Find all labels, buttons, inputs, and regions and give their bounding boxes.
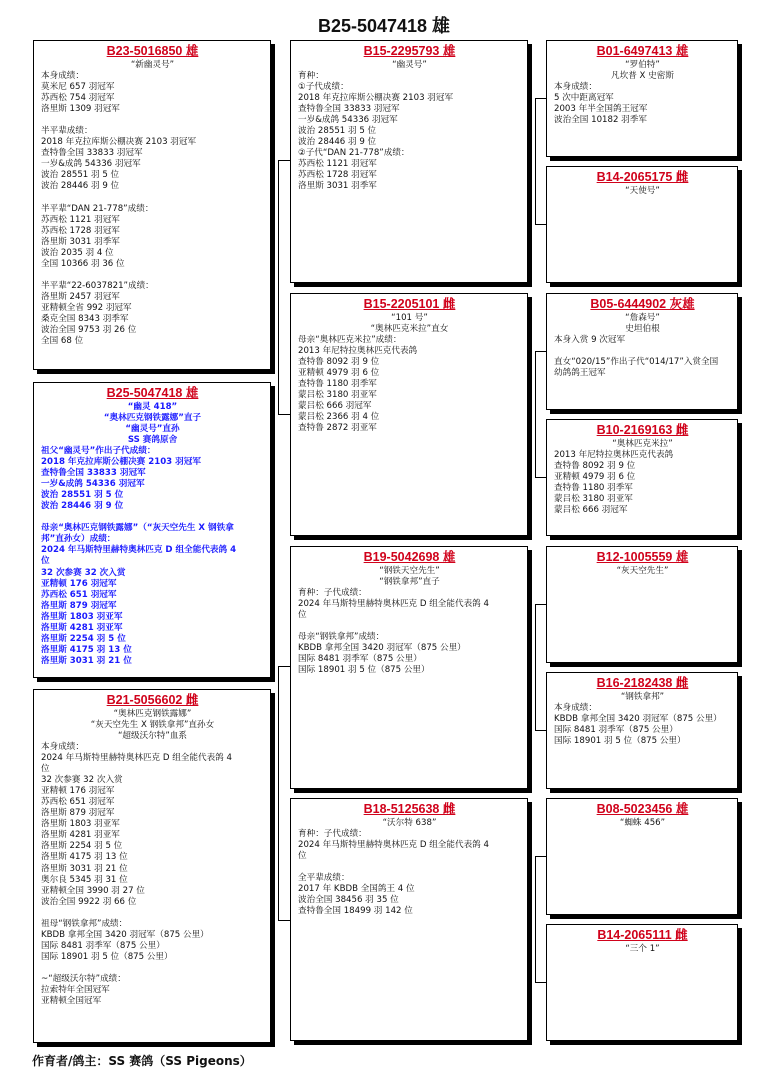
result-line: 国际 18901 羽 5 位（875 公里）	[298, 665, 430, 676]
pigeon-nickname: 史坦伯根	[625, 324, 660, 334]
ring-number: B01-6497413 雄	[596, 44, 689, 58]
result-line	[41, 270, 264, 281]
result-line: 2003 年半全国鸽王冠军	[554, 104, 648, 115]
ring-number: B05-6444902 灰雄	[590, 297, 695, 311]
connector-line	[278, 160, 279, 414]
result-line: 国际 18901 羽 5 位（875 公里）	[554, 736, 686, 747]
result-line: 邦”直孙女）成绩：	[41, 534, 116, 545]
connector-line	[278, 160, 290, 161]
result-line: 洛里斯 1309 羽冠军	[41, 104, 120, 115]
ring-number: B15-2205101 雌	[363, 297, 456, 311]
result-line: 洛里斯 1803 羽亚军	[41, 611, 123, 622]
result-line: 亚精顿 176 羽冠军	[41, 786, 115, 797]
result-line: 洛里斯 3031 羽 21 位	[41, 863, 128, 874]
ring-number: B19-5042698 雄	[363, 550, 456, 564]
result-line: 亚精顿全省 992 羽冠军	[41, 302, 132, 313]
result-line	[298, 862, 521, 873]
pigeon-nickname: “钢铁拿邦”	[620, 692, 665, 702]
result-line: KBDB 拿邦全国 3420 羽冠军（875 公里）	[298, 643, 466, 654]
pigeon-nickname: “奥林匹克钢铁露娜”直子	[103, 413, 202, 423]
connector-line	[535, 351, 536, 477]
result-line: 母亲“钢铁拿邦”成绩：	[298, 632, 385, 643]
result-line: 苏西松 651 羽冠军	[41, 589, 117, 600]
result-line: 母亲“奥林匹克米拉”成绩：	[298, 335, 402, 345]
ring-number: B10-2169163 雌	[596, 423, 689, 437]
result-line: 全国 68 位	[41, 336, 84, 347]
result-line: 半平辈“22-6037821”成绩：	[41, 280, 154, 291]
result-line: 查特鲁全国 18499 羽 142 位	[298, 906, 413, 917]
result-line: 波治全国 9922 羽 66 位	[41, 896, 137, 907]
result-line: ①子代成绩：	[298, 82, 349, 93]
result-line: 波治 28446 羽 9 位	[298, 137, 377, 148]
result-line: 母亲“奥林匹克钢铁露娜”（“灰天空先生 X 钢铁拿	[41, 523, 234, 534]
ggp-card-5	[546, 546, 738, 663]
result-line: 波治 28446 羽 9 位	[41, 181, 120, 192]
breeder-footer: 作育者/鸽主：SS 赛鸽（SS Pigeons）	[32, 1054, 252, 1068]
result-line: 育种：子代成绩：	[298, 829, 367, 839]
result-line: 洛里斯 3031 羽 21 位	[41, 655, 132, 666]
connector-line	[535, 98, 536, 224]
result-line: 32 次参赛 32 次入赏	[41, 567, 126, 578]
connector-line	[535, 351, 546, 352]
result-line: 洛里斯 4281 羽亚军	[41, 622, 123, 633]
ring-number: B12-1005559 雄	[596, 550, 689, 564]
result-line: 洛里斯 1803 羽亚军	[41, 819, 120, 830]
result-line: 2013 年尼特拉奥林匹克代表鸽	[298, 346, 418, 357]
result-line: 位	[41, 764, 50, 775]
result-line: 波治全国 10182 羽季军	[554, 115, 647, 126]
result-line: 洛里斯 879 羽冠军	[41, 600, 117, 611]
pigeon-nickname: “灰天空先生 X 钢铁拿邦”直孙女	[90, 720, 215, 730]
pigeon-nickname: SS 赛鸽原舍	[127, 435, 178, 445]
pigeon-nickname: “奥林匹克米拉”	[612, 439, 673, 449]
result-line: 亚精顿 4979 羽 6 位	[298, 368, 380, 379]
result-line: 查特鲁 1180 羽季军	[298, 379, 377, 390]
connector-line	[535, 604, 536, 730]
result-line: 蒙吕松 3180 羽亚军	[298, 390, 377, 401]
result-line: 苏西松 1121 羽冠军	[298, 159, 377, 170]
pigeon-nickname: “幽灵号”直孙	[125, 424, 180, 434]
connector-line	[535, 477, 546, 478]
result-line: 5 次中距离冠军	[554, 93, 614, 104]
pigeon-nickname: “幽灵号”	[392, 60, 427, 70]
result-line: 本身成绩：	[41, 742, 84, 752]
pigeon-nickname: “天使号”	[625, 186, 660, 196]
ggp-card-1	[546, 40, 738, 157]
subject-card	[33, 382, 271, 678]
connector-line	[535, 730, 546, 731]
result-line: 查特鲁 8092 羽 9 位	[298, 357, 380, 368]
result-line: 波治 28551 羽 5 位	[41, 170, 120, 181]
result-line: 2024 年马斯特里赫特奥林匹克 D 组全能代表鸽 4	[298, 599, 489, 610]
result-line: 祖母“钢铁拿邦”成绩：	[41, 918, 128, 929]
result-line	[41, 512, 264, 523]
pigeon-nickname: “罗伯特”	[625, 60, 660, 70]
result-line	[554, 346, 731, 357]
result-line: 波治 2035 羽 4 位	[41, 247, 114, 258]
result-line: 苏西松 651 羽冠军	[41, 797, 115, 808]
result-line: 育种：子代成绩：	[298, 588, 367, 598]
connector-line	[278, 414, 290, 415]
result-line: 洛里斯 4281 羽亚军	[41, 830, 120, 841]
result-line: 祖父“幽灵号”作出子代成绩：	[41, 446, 156, 456]
result-line: 蒙吕松 666 羽冠军	[298, 401, 372, 412]
result-line: 国际 8481 羽季军（875 公里）	[554, 725, 678, 736]
result-line: 洛里斯 4175 羽 13 位	[41, 852, 128, 863]
sire-sire-card	[290, 40, 528, 283]
result-line: 波治全国 38456 羽 35 位	[298, 895, 399, 906]
connector-line	[535, 856, 536, 982]
result-line	[41, 115, 264, 126]
ring-number: B14-2065175 雌	[596, 170, 689, 184]
result-line: 2013 年尼特拉奥林匹克代表鸽	[554, 450, 674, 460]
result-line: 莫米尼 657 羽冠军	[41, 82, 115, 93]
result-line	[41, 193, 264, 204]
result-line: 国际 8481 羽季军（875 公里）	[298, 654, 422, 665]
result-line: 奥尔良 5345 羽 31 位	[41, 874, 128, 885]
result-line: 国际 8481 羽季军（875 公里）	[41, 940, 165, 951]
result-line: 2024 年马斯特里赫特奥林匹克 D 组全能代表鸽 4	[41, 545, 237, 556]
result-line: 苏西松 1728 羽冠军	[298, 170, 377, 181]
result-line: 2024 年马斯特里赫特奥林匹克 D 组全能代表鸽 4	[298, 840, 489, 851]
pigeon-nickname: “钢铁天空先生”	[379, 566, 440, 576]
pigeon-nickname: 凡坎普 X 史密斯	[611, 71, 674, 81]
pigeon-nickname: “奥林匹克钢铁露娜”	[113, 709, 192, 719]
sire-card	[33, 40, 271, 370]
pigeon-nickname: “幽灵 418”	[127, 402, 178, 412]
pigeon-nickname: “奥林匹克米拉”直女	[370, 324, 449, 334]
dam-card	[33, 689, 271, 1043]
ring-number: B25-5047418 雄	[106, 386, 199, 400]
result-line: 全平辈成绩：	[298, 873, 350, 884]
result-line: 位	[41, 556, 50, 567]
result-line: 全国 10366 羽 36 位	[41, 258, 125, 269]
result-line: 本身成绩：	[41, 71, 84, 81]
result-line: 2018 年克拉库斯公棚决赛 2103 羽冠军	[41, 457, 201, 468]
ring-number: B14-2065111 雌	[597, 928, 688, 942]
result-line: 洛里斯 3031 羽季军	[41, 236, 120, 247]
pigeon-nickname: “灰天空先生”	[616, 566, 669, 576]
ggp-card-7	[546, 798, 738, 915]
result-line: 洛里斯 879 羽冠军	[41, 808, 115, 819]
result-line: 一岁&成鸽 54336 羽冠军	[41, 159, 141, 170]
pigeon-nickname: “詹森号”	[625, 313, 660, 323]
ggp-card-4	[546, 419, 738, 536]
result-line: 育种：	[298, 71, 324, 81]
result-line: 半平辈成绩：	[41, 126, 93, 137]
connector-line	[535, 98, 546, 99]
result-line: KBDB 拿邦全国 3420 羽冠军（875 公里）	[554, 714, 722, 725]
result-line: 亚精顿全国冠军	[41, 996, 102, 1007]
ggp-card-3	[546, 293, 738, 410]
ggp-card-8	[546, 924, 738, 1041]
result-line: 半平辈“DAN 21-778”成绩：	[41, 203, 154, 214]
pigeon-nickname: “沃尔特 638”	[382, 818, 437, 828]
result-line: 2017 年 KBDB 全国鸽王 4 位	[298, 884, 415, 895]
result-line: 位	[298, 610, 307, 621]
result-line: 洛里斯 2457 羽冠军	[41, 291, 120, 302]
result-line: 查特鲁全国 33833 羽冠军	[41, 148, 143, 159]
pigeon-nickname: “三个 1”	[625, 944, 660, 954]
result-line: 洛里斯 4175 羽 13 位	[41, 644, 132, 655]
dam-dam-card	[290, 798, 528, 1041]
result-line: KBDB 拿邦全国 3420 羽冠军（875 公里）	[41, 929, 209, 940]
sire-dam-card	[290, 293, 528, 536]
result-line: 本身成绩：	[554, 82, 597, 92]
result-line: 蒙吕松 666 羽冠军	[554, 505, 628, 516]
result-line: 幼鸽鸽王冠军	[554, 368, 606, 379]
result-line: 2024 年马斯特里赫特奥林匹克 D 组全能代表鸽 4	[41, 753, 232, 764]
result-line: 查特鲁全国 33833 羽冠军	[41, 468, 146, 479]
result-line: 查特鲁全国 33833 羽冠军	[298, 104, 400, 115]
ring-number: B16-2182438 雌	[596, 676, 689, 690]
result-line: 查特鲁 1180 羽季军	[554, 483, 633, 494]
connector-line	[535, 604, 546, 605]
result-line: 亚精顿 176 羽冠军	[41, 578, 117, 589]
connector-line	[535, 856, 546, 857]
ring-number: B23-5016850 雄	[106, 44, 199, 58]
result-line: 洛里斯 3031 羽季军	[298, 181, 377, 192]
result-line: 亚精顿 4979 羽 6 位	[554, 472, 636, 483]
result-line: 拉索特年全国冠军	[41, 985, 110, 996]
result-line: 波治 28551 羽 5 位	[41, 490, 124, 501]
result-line: 2018 年克拉库斯公棚决赛 2103 羽冠军	[41, 137, 197, 148]
pedigree-title: B25-5047418 雄	[317, 16, 451, 36]
result-line: 波治全国 9753 羽 26 位	[41, 325, 137, 336]
result-line: 苏西松 754 羽冠军	[41, 93, 115, 104]
result-line: 一岁&成鸽 54336 羽冠军	[41, 479, 145, 490]
result-line: 位	[298, 851, 307, 862]
result-line	[41, 963, 264, 974]
pigeon-nickname: “101 号”	[391, 313, 428, 323]
result-line: 查特鲁 2872 羽亚军	[298, 423, 377, 434]
result-line	[41, 908, 264, 919]
ggp-card-2	[546, 166, 738, 283]
pigeon-nickname: “钢铁拿邦”直子	[379, 577, 440, 587]
result-line: 本身入赏 9 次冠军	[554, 335, 626, 345]
result-line: 洛里斯 2254 羽 5 位	[41, 841, 123, 852]
result-line: 一岁&成鸽 54336 羽冠军	[298, 115, 398, 126]
result-line: ②子代“DAN 21-778”成绩：	[298, 148, 410, 159]
result-line: 国际 18901 羽 5 位（875 公里）	[41, 951, 173, 962]
result-line: 苏西松 1121 羽冠军	[41, 214, 120, 225]
result-line: 桑克全国 8343 羽季军	[41, 314, 129, 325]
result-line: 蒙吕松 3180 羽亚军	[554, 494, 633, 505]
result-line: 苏西松 1728 羽冠军	[41, 225, 120, 236]
connector-line	[278, 666, 279, 920]
result-line: 亚精顿全国 3990 羽 27 位	[41, 885, 145, 896]
result-line: 波治 28551 羽 5 位	[298, 126, 377, 137]
ring-number: B15-2295793 雄	[363, 44, 456, 58]
result-line: 2018 年克拉库斯公棚决赛 2103 羽冠军	[298, 93, 454, 104]
pigeon-nickname: “超级沃尔特”血系	[117, 731, 188, 741]
pigeon-nickname: “新幽灵号”	[130, 60, 175, 70]
ring-number: B18-5125638 雌	[363, 802, 456, 816]
dam-sire-card	[290, 546, 528, 789]
connector-line	[535, 224, 546, 225]
result-line	[298, 621, 521, 632]
ring-number: B21-5056602 雌	[106, 693, 199, 707]
ggp-card-6	[546, 672, 738, 789]
result-line: 查特鲁 8092 羽 9 位	[554, 461, 636, 472]
result-line: 32 次参赛 32 次入赏	[41, 775, 123, 786]
connector-line	[535, 982, 546, 983]
ring-number: B08-5023456 雄	[596, 802, 689, 816]
connector-line	[278, 666, 290, 667]
result-line: 本身成绩：	[554, 703, 597, 713]
result-line: 波治 28446 羽 9 位	[41, 501, 124, 512]
result-line: ~“超级沃尔特”成绩：	[41, 973, 126, 984]
pigeon-nickname: “蜘蛛 456”	[619, 818, 666, 828]
connector-line	[278, 920, 290, 921]
result-line: 洛里斯 2254 羽 5 位	[41, 633, 126, 644]
result-line: 蒙吕松 2366 羽 4 位	[298, 412, 380, 423]
result-line: 直女“020/15”作出子代“014/17”入赏全国	[554, 357, 719, 368]
